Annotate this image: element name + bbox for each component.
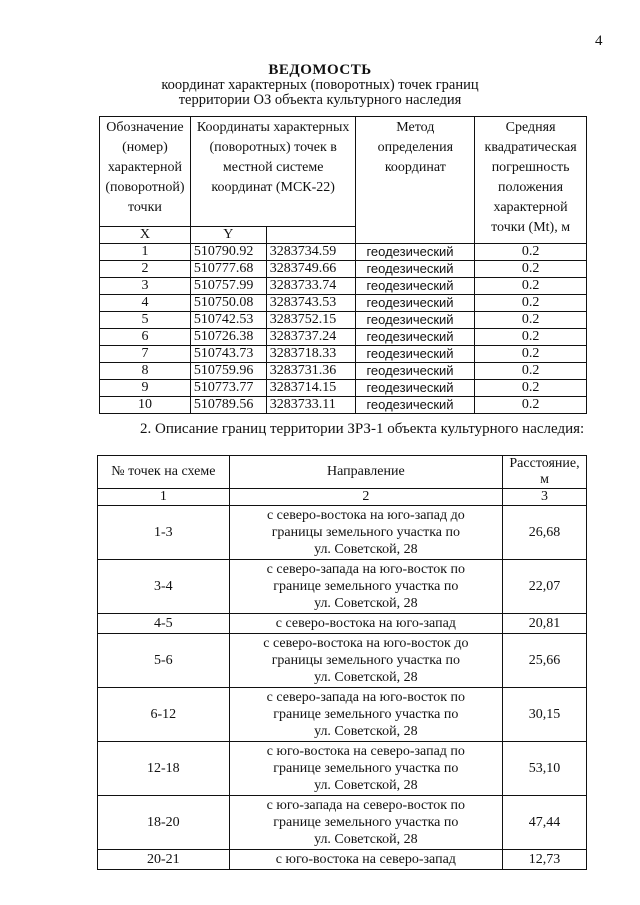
direction-line: границе земельного участка по — [273, 815, 459, 830]
coord-y-cell: 3283749.66 — [266, 261, 356, 278]
accuracy-cell: 0.2 — [475, 363, 587, 380]
coord-x-cell: 510789.56 — [190, 397, 266, 414]
distance-cell: 25,66 — [503, 634, 587, 688]
direction-line: границе земельного участка по — [273, 707, 459, 722]
distance-cell: 53,10 — [503, 742, 587, 796]
table-row — [100, 346, 587, 363]
coord-x-cell: 510777.68 — [190, 261, 266, 278]
header-y: Y — [190, 227, 266, 244]
boundary-description-table — [97, 455, 587, 870]
distance-cell: 47,44 — [503, 796, 587, 850]
direction-cell — [229, 796, 502, 850]
coord-y-cell: 3283733.74 — [266, 278, 356, 295]
points-cell: 18-20 — [98, 796, 230, 850]
coord-x-cell: 510750.08 — [190, 295, 266, 312]
distance-cell: 20,81 — [503, 614, 587, 634]
coord-x-cell: 510757.99 — [190, 278, 266, 295]
table-row — [100, 295, 587, 312]
header-distance: Расстояние, м — [503, 456, 587, 489]
accuracy-cell: 0.2 — [475, 244, 587, 261]
points-cell: 12-18 — [98, 742, 230, 796]
point-number-cell: 7 — [100, 346, 191, 363]
table-row — [98, 560, 587, 614]
page-number: 4 — [595, 33, 603, 49]
coord-x-cell: 510790.92 — [190, 244, 266, 261]
table-row — [100, 380, 587, 397]
table-row — [98, 614, 587, 634]
table-row — [98, 850, 587, 870]
method-cell: геодезический — [356, 312, 475, 329]
accuracy-cell: 0.2 — [475, 397, 587, 414]
table-row — [98, 796, 587, 850]
coord-y-cell: 3283731.36 — [266, 363, 356, 380]
coord-x-cell: 510759.96 — [190, 363, 266, 380]
header-x: X — [100, 227, 191, 244]
accuracy-cell: 0.2 — [475, 312, 587, 329]
direction-line: ул. Советской, 28 — [314, 542, 418, 557]
method-cell: геодезический — [356, 244, 475, 261]
method-cell: геодезический — [356, 278, 475, 295]
coord-x-cell: 510773.77 — [190, 380, 266, 397]
coord-x-cell: 510726.38 — [190, 329, 266, 346]
distance-cell: 26,68 — [503, 506, 587, 560]
header-method: Метод определения координат — [356, 117, 475, 244]
direction-line: с юго-востока на северо-запад по — [266, 744, 465, 759]
document-title: ВЕДОМОСТЬ — [268, 62, 372, 78]
distance-cell: 30,15 — [503, 688, 587, 742]
points-cell: 3-4 — [98, 560, 230, 614]
index-cell-1: 1 — [98, 489, 230, 506]
coordinates-table — [99, 116, 587, 414]
header-accuracy: Средняя квадратическая погрешность положения характерной точки (Mt), м — [475, 117, 587, 244]
accuracy-cell: 0.2 — [475, 380, 587, 397]
direction-line: границы земельного участка по — [271, 653, 460, 668]
table-row — [100, 278, 587, 295]
points-cell: 5-6 — [98, 634, 230, 688]
method-cell: геодезический — [356, 346, 475, 363]
method-cell: геодезический — [356, 363, 475, 380]
accuracy-cell: 0.2 — [475, 346, 587, 363]
direction-line: ул. Советской, 28 — [314, 670, 418, 685]
direction-line: с северо-востока на юго-восток до — [263, 636, 469, 651]
table-row — [100, 244, 587, 261]
table-row — [100, 312, 587, 329]
accuracy-cell: 0.2 — [475, 329, 587, 346]
direction-line: границы земельного участка по — [271, 525, 460, 540]
method-cell: геодезический — [356, 397, 475, 414]
accuracy-cell: 0.2 — [475, 278, 587, 295]
direction-cell — [229, 688, 502, 742]
distance-cell: 22,07 — [503, 560, 587, 614]
table-row — [100, 363, 587, 380]
coord-y-cell: 3283737.24 — [266, 329, 356, 346]
direction-line: с северо-запада на юго-восток по — [266, 562, 466, 577]
direction-line: с северо-востока на юго-запад — [275, 616, 456, 631]
coord-x-cell: 510743.73 — [190, 346, 266, 363]
header-coordinates: Координаты характерных (поворотных) точек в местной системе координат (МСК-22) — [190, 117, 356, 227]
table-row — [98, 742, 587, 796]
points-cell: 4-5 — [98, 614, 230, 634]
point-number-cell: 8 — [100, 363, 191, 380]
section-2-title: 2. Описание границ территории ЗРЗ-1 объекта культурного наследия: — [140, 421, 585, 437]
method-cell: геодезический — [356, 261, 475, 278]
table-row — [100, 261, 587, 278]
direction-line: с юго-востока на северо-запад — [275, 852, 456, 867]
point-number-cell: 6 — [100, 329, 191, 346]
point-number-cell: 3 — [100, 278, 191, 295]
method-cell: геодезический — [356, 329, 475, 346]
points-cell: 6-12 — [98, 688, 230, 742]
direction-line: ул. Советской, 28 — [314, 832, 418, 847]
header-direction: Направление — [229, 456, 502, 489]
header-points: № точек на схеме — [98, 456, 230, 489]
document-subtitle-line2: территории ОЗ объекта культурного наследия — [178, 92, 462, 108]
direction-line: ул. Советской, 28 — [314, 724, 418, 739]
point-number-cell: 2 — [100, 261, 191, 278]
table-row — [100, 329, 587, 346]
table-row — [100, 397, 587, 414]
coord-y-cell: 3283714.15 — [266, 380, 356, 397]
index-cell-3: 3 — [503, 489, 587, 506]
points-cell: 1-3 — [98, 506, 230, 560]
direction-cell — [229, 742, 502, 796]
direction-cell — [229, 614, 502, 634]
direction-cell — [229, 634, 502, 688]
coord-y-cell: 3283743.53 — [266, 295, 356, 312]
table-row — [98, 688, 587, 742]
direction-line: ул. Советской, 28 — [314, 778, 418, 793]
coord-y-cell: 3283734.59 — [266, 244, 356, 261]
direction-cell — [229, 850, 502, 870]
index-cell-2: 2 — [229, 489, 502, 506]
point-number-cell: 10 — [100, 397, 191, 414]
accuracy-cell: 0.2 — [475, 295, 587, 312]
direction-line: границе земельного участка по — [273, 579, 459, 594]
table-row — [98, 634, 587, 688]
direction-cell — [229, 506, 502, 560]
table-row — [98, 506, 587, 560]
coord-y-cell: 3283752.15 — [266, 312, 356, 329]
method-cell: геодезический — [356, 380, 475, 397]
document-subtitle-line1: координат характерных (поворотных) точек границ — [161, 77, 479, 93]
point-number-cell: 9 — [100, 380, 191, 397]
point-number-cell: 5 — [100, 312, 191, 329]
direction-line: с северо-запада на юго-восток по — [266, 690, 466, 705]
accuracy-cell: 0.2 — [475, 261, 587, 278]
direction-line: с юго-запада на северо-восток по — [266, 798, 466, 813]
header-point-designation: Обозначение (номер) характерной (поворотной) точки — [100, 117, 191, 227]
coord-y-cell: 3283733.11 — [266, 397, 356, 414]
method-cell: геодезический — [356, 295, 475, 312]
direction-line: границе земельного участка по — [273, 761, 459, 776]
distance-cell: 12,73 — [503, 850, 587, 870]
point-number-cell: 1 — [100, 244, 191, 261]
point-number-cell: 4 — [100, 295, 191, 312]
points-cell: 20-21 — [98, 850, 230, 870]
coord-x-cell: 510742.53 — [190, 312, 266, 329]
direction-line: ул. Советской, 28 — [314, 596, 418, 611]
direction-line: с северо-востока на юго-запад до — [266, 508, 465, 523]
coord-y-cell: 3283718.33 — [266, 346, 356, 363]
direction-cell — [229, 560, 502, 614]
